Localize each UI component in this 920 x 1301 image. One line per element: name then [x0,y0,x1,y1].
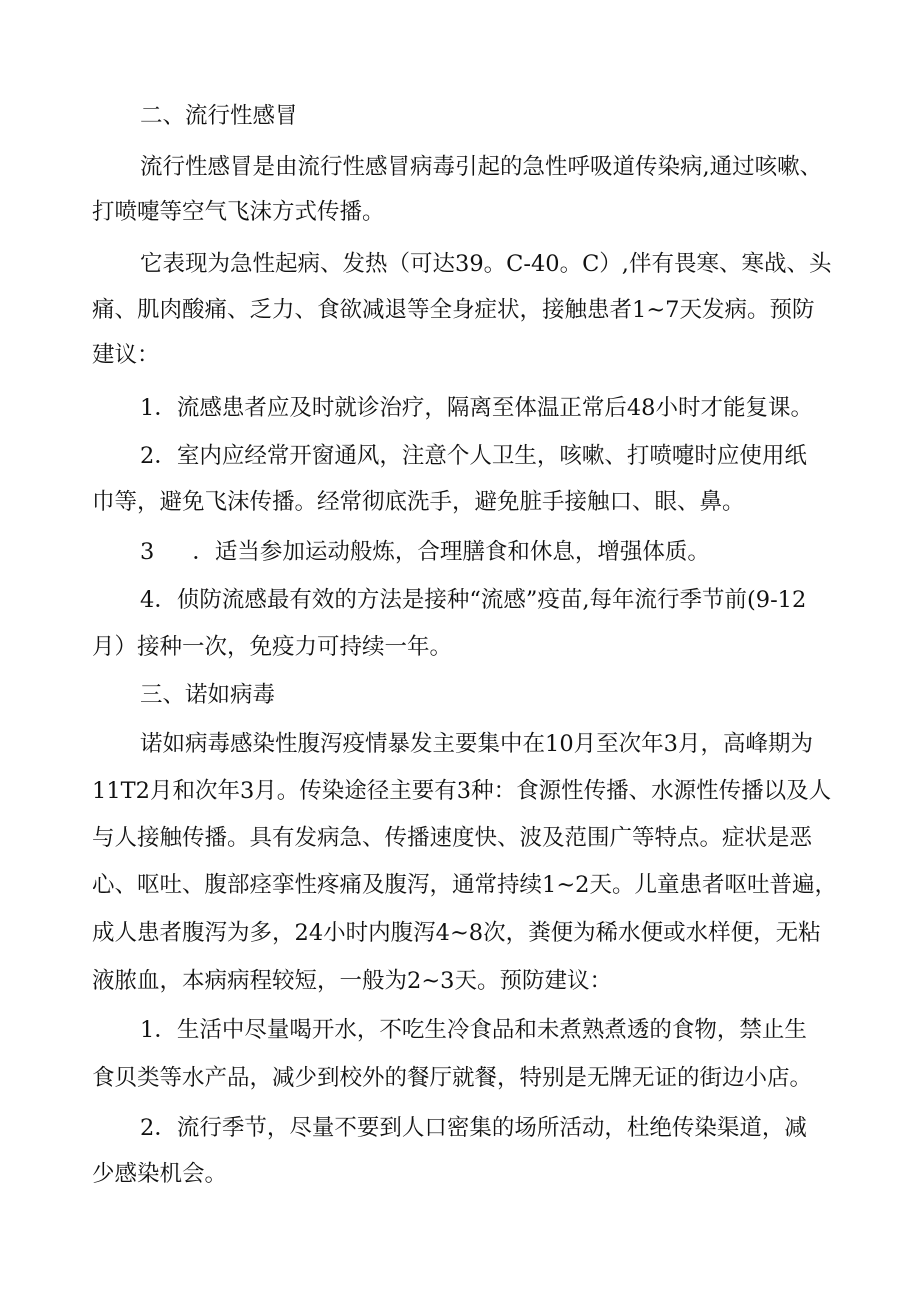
flu-heading: 二、流行性感冒 [140,103,298,129]
flu-symptoms-line-2: 痛、肌肉酸痛、乏力、食欲减退等全身症状，接触患者1~7天发病。预防 [92,297,815,323]
norovirus-body-line-3: 与人接触传播。具有发病急、传播速度快、波及范围广等特点。症状是恶 [92,825,813,851]
flu-advice-item-3-number: 3 [140,539,155,565]
norovirus-body-line-2: 11T2月和次年3月。传染途径主要有3种：食源性传播、水源性传播以及人 [92,778,832,804]
flu-advice-item-1: 1．流感患者应及时就诊治疗，隔离至体温正常后48小时才能复课。 [140,395,813,421]
flu-advice-item-2-line-2: 巾等，避免飞沫传播。经常彻底洗手，避免脏手接触口、眼、鼻。 [92,489,745,515]
flu-advice-item-3-text: ．适当参加运动般炼，合理膳食和休息，增强体质。 [192,539,710,565]
norovirus-advice-item-1-line-1: 1．生活中尽量喝开水，不吃生冷食品和未煮熟煮透的食物，禁止生 [140,1017,807,1043]
flu-advice-item-4-line-1: 4．侦防流感最有效的方法是接种“流感”疫苗,每年流行季节前(9-12 [140,587,807,613]
flu-advice-item-3 [140,537,710,567]
norovirus-advice-item-1-line-2: 食贝类等水产品，减少到校外的餐厅就餐，特别是无牌无证的街边小店。 [92,1065,813,1091]
flu-intro-line-2: 打喷嚏等空气飞沫方式传播。 [92,199,385,225]
flu-symptoms-line-1: 它表现为急性起病、发热（可达39。C-40。C）,伴有畏寒、寒战、头 [140,251,832,277]
norovirus-advice-item-2-line-2: 少感染机会。 [92,1161,228,1187]
flu-advice-item-4-line-2: 月）接种一次，免疫力可持续一年。 [92,634,453,660]
flu-symptoms-line-3: 建议： [92,342,160,368]
norovirus-body-line-1: 诺如病毒感染性腹泻疫情暴发主要集中在10月至次年3月，高峰期为 [140,731,813,757]
flu-advice-item-2-line-1: 2．室内应经常开窗通风，注意个人卫生，咳嗽、打喷嚏时应使用纸 [140,443,807,469]
norovirus-body-line-5: 成人患者腹泻为多，24小时内腹泻4~8次，粪便为稀水便或水样便，无粘 [92,920,821,946]
flu-intro-line-1: 流行性感冒是由流行性感冒病毒引起的急性呼吸道传染病,通过咳嗽、 [140,154,823,180]
norovirus-heading: 三、诺如病毒 [140,682,276,708]
norovirus-advice-item-2-line-1: 2．流行季节，尽量不要到人口密集的场所活动，杜绝传染渠道，减 [140,1115,807,1141]
norovirus-body-line-6: 液脓血，本病病程较短，一般为2~3天。预防建议： [92,968,612,994]
norovirus-body-line-4: 心、呕吐、腹部痉挛性疼痛及腹泻，通常持续1~2天。儿童患者呕吐普遍， [92,872,837,898]
